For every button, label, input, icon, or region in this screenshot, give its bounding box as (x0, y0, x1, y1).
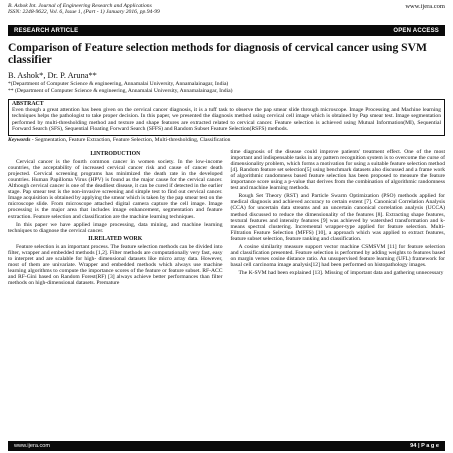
paragraph: Rough Set Theory (RST) and Particle Swarm Optimization (PSO) methods applied for medical diagnosis and achieved accuracy to certain extent [7]. Canonical Correlation Analysis (CCA) for uncertain data streams and an uncertain canonical correlation analysis (UCCA) method discussed to reduce the dimensionality of the features [8]. Extracting shape features, textural features and intensity features [9] was achieved by watershed transformation and k-means spectral clustering. Incremental wrapper-type applied for feature selection. Multi-Filtration Feature Selection (MFFS) [10], a approach which was applied to extract features, feature subset selection, feature ranking and classification. (230, 193, 445, 242)
research-article-label: RESEARCH ARTICLE (14, 27, 79, 34)
section-heading-related-work: II.RELATED WORK (88, 235, 143, 242)
paragraph: A cosine similarity measure support vector machine CSMSVM [11] for feature selection and classification presented. Feature selection is performed by adding weights to features based on margin verses cosine distance ratio. An unsupervised feature learning (UFL) framework for basal cell carcinoma image analysis[12] had been performed on histopathology images. (230, 243, 445, 268)
journal-header (8, 3, 445, 25)
citation (8, 3, 160, 16)
page-footer (8, 441, 445, 451)
citation-line-2: ISSN: 2248-9622, Vol. 6, Issue 1, (Part - 1) January 2016, pp.94-99 (8, 9, 160, 16)
abstract-heading: ABSTRACT (12, 100, 44, 107)
citation-line-1: B. Ashok Int. Journal of Engineering Research and Applications (8, 3, 152, 9)
abstract-box (8, 99, 445, 136)
paper-title: Comparison of Feature selection methods for diagnosis of cervical cancer using SVM classifier (8, 41, 427, 67)
paragraph: time diagnosis of the disease could improve patients' treatment effect. One of the most important and indispensable tasks in any pattern recognition system is to overcome the curse of dimensionality problem, which forms a motivation for using a suitable feature selection method [4]. Random feature set selection[5] using benchmark datasets also discussed and a frame work of algorithmic randomness based feature selection has been proposed to measure the feature importance score using a p-value that derives from the combination of algorithmic randomness test and machine learning methods. (230, 149, 445, 192)
page-number: 94 | P a g e (410, 443, 439, 449)
keywords (8, 137, 445, 143)
body-columns (8, 149, 445, 371)
left-column (8, 149, 223, 371)
paragraph: The K-SVM had been explained [13]. Missing of important data and gathering unnecessary (238, 269, 444, 276)
right-column (231, 149, 446, 371)
keywords-text: - Segmentation, Feature Extraction, Feature Selection, Multi-thresholding, Classification (30, 136, 231, 143)
affiliation-1: *(Department of Computer Science & engineering, Annamalai University, Annamalainagar, India) (8, 80, 229, 87)
section-heading-introduction: I.INTRODUCTION (90, 151, 141, 158)
paragraph: Cervical cancer is the fourth common cancer in women society. In the low-income countries, the acceptability of increased cervical cancer risk and cause of cancer death projected. Cervical screening programs has minimized the death rate in the developed countries. Human Papilloma Virus (HPV) is found as the major cause for the cervical cancer. Although cervical cancer is one of the deadliest disease, it can be cured if detected in the earlier stage. Pap smear test is the non-invasive screening and simple test to find out cervical cancer. Image acquisition is obtained by applying the smear which is taken by the pap smear test on the microscope slide. From microscope attached digital camera capture the cell image. Image processing is the major area that includes image enhancement, segmentation and feature extraction. Feature selection and classification are the machine learning techniques. (8, 159, 223, 220)
paragraph: In this paper we have applied image processing, data mining, and machine learning techniques to diagnose the cervical cancer. (8, 221, 223, 234)
paragraph: Feature selection is an important process. The feature selection methods can be divided into filter, wrapper and embedded methods [1,2]. Filter methods are computationally very fast, easy to interpret and are scalable for high- dimensional datasets like micro array data. However, most of them are univariate. Wrapper and embedded methods which always use machine learning algorithms to compute the importance scores of the feature or feature subset. RF-ACC and RF-Gini based on Random Forest(RF) [3] always achieve better performances than filter methods on high-dimensional datasets. Premature (8, 243, 223, 286)
footer-site-link[interactable]: www.ijera.com (14, 443, 51, 449)
journal-site-link[interactable]: www.ijera.com (405, 3, 445, 10)
affiliation-2: ** (Department of Computer Science & engineering, Annamalai University, Annamalainagar, India) (8, 88, 233, 95)
abstract-text: Even though a great attention has been given on the cervical cancer diagnosis, it is a tuff task to observe the pap smear slide through microscope. Image Processing and Machine learning techniques helps the pathologist to take proper decision. In this paper, we presented the diagnosis method using cervical cell image which is obtained by Pap smear test. Image segmentation performed by multi-thresholding method and texture and shape features are extracted related to cervical cancer. Feature selection is achieved using Mutual Information(MI), Sequential Forward Search (SFS), Sequential Floating Forward Search (SFFS) and Random Subset Feature Selection(RSFS) methods. (12, 107, 441, 133)
authors: B. Ashok*, Dr. P. Aruna** (8, 70, 97, 80)
open-access-label: OPEN ACCESS (393, 27, 439, 34)
keywords-label: Keywords (8, 136, 31, 143)
article-type-bar (8, 25, 445, 36)
